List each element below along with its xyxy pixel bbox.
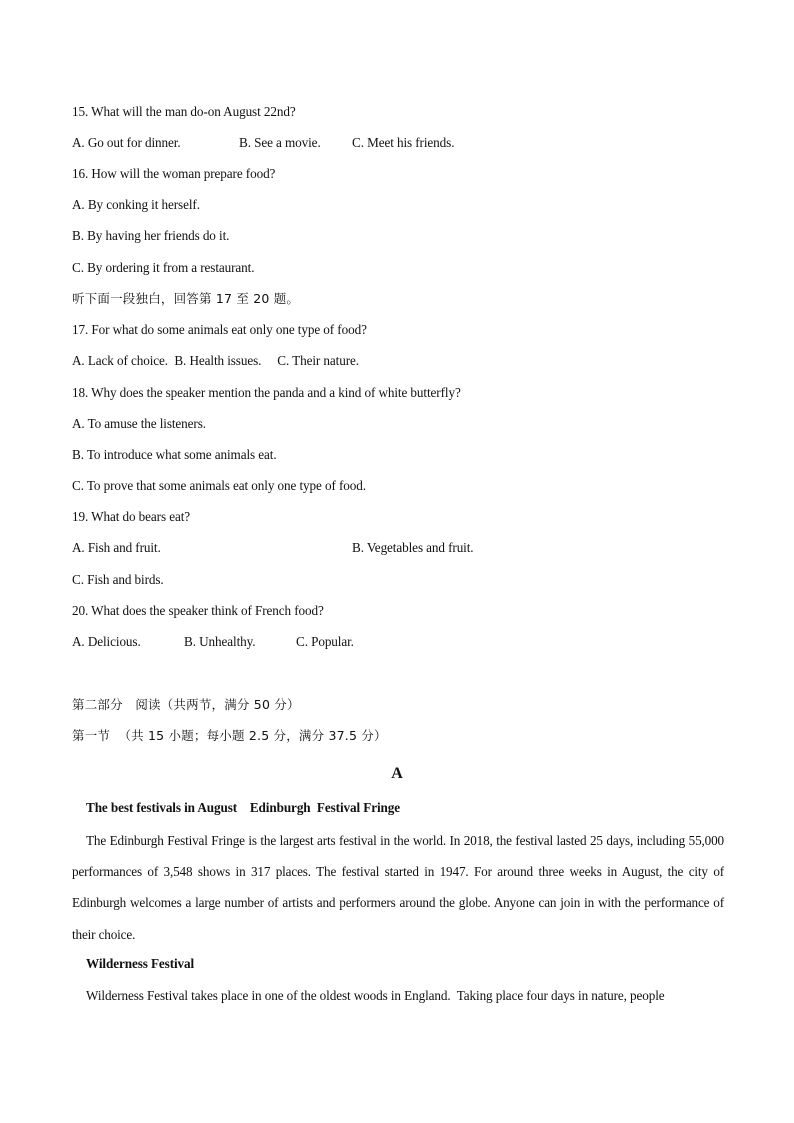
q16-option-b: B. By having her friends do it. [72, 228, 230, 243]
question-15: 15. What will the man do-on August 22nd? [72, 104, 296, 119]
q15-option-c: C. Meet his friends. [352, 135, 455, 150]
q17-options: A. Lack of choice. B. Health issues. C. Their nature. [72, 353, 359, 368]
question-20: 20. What does the speaker think of French food? [72, 603, 324, 618]
listening-instruction: 听下面一段独白，回答第 17 至 20 题。 [72, 291, 300, 306]
q18-option-c: C. To prove that some animals eat only one type of food. [72, 478, 366, 493]
reading-part-title: 第二部分 阅读（共两节，满分 50 分） [72, 697, 300, 712]
q19-option-a: A. Fish and fruit. [72, 540, 161, 555]
q15-option-b: B. See a movie. [239, 135, 321, 150]
question-16: 16. How will the woman prepare food? [72, 166, 276, 181]
q15-option-a: A. Go out for dinner. [72, 135, 181, 150]
q16-option-c: C. By ordering it from a restaurant. [72, 260, 255, 275]
q19-option-c: C. Fish and birds. [72, 572, 164, 587]
passage-label: A [391, 765, 403, 782]
q16-option-a: A. By conking it herself. [72, 197, 200, 212]
q20-option-a: A. Delicious. [72, 634, 141, 649]
q18-option-b: B. To introduce what some animals eat. [72, 447, 277, 462]
passage-subtitle-edinburgh: The best festivals in August Edinburgh Festival Fringe [86, 800, 401, 815]
passage-paragraph-wilderness: Wilderness Festival takes place in one of the oldest woods in England. Taking place four days in nature, people [86, 988, 665, 1003]
question-19: 19. What do bears eat? [72, 509, 191, 524]
reading-section-title: 第一节 （共 15 小题；每小题 2.5 分，满分 37.5 分） [72, 728, 387, 743]
passage-subtitle-wilderness: Wilderness Festival [86, 956, 195, 971]
q20-option-b: B. Unhealthy. [184, 634, 256, 649]
q19-option-b: B. Vegetables and fruit. [352, 540, 474, 555]
q18-option-a: A. To amuse the listeners. [72, 416, 206, 431]
passage-paragraph-edinburgh: The Edinburgh Festival Fringe is the largest arts festival in the world. In 2018, the festival lasted 25 days, including 55,000 performances of 3,548 shows in 317 places. The festival started in 1947. For around three weeks in August, the city of Edinburgh welcomes a large number of artists and performers around the globe. Anyone can join in with the performance of their choice. [72, 833, 724, 942]
question-17: 17. For what do some animals eat only one type of food? [72, 322, 367, 337]
question-18: 18. Why does the speaker mention the panda and a kind of white butterfly? [72, 385, 461, 400]
q20-option-c: C. Popular. [296, 634, 354, 649]
